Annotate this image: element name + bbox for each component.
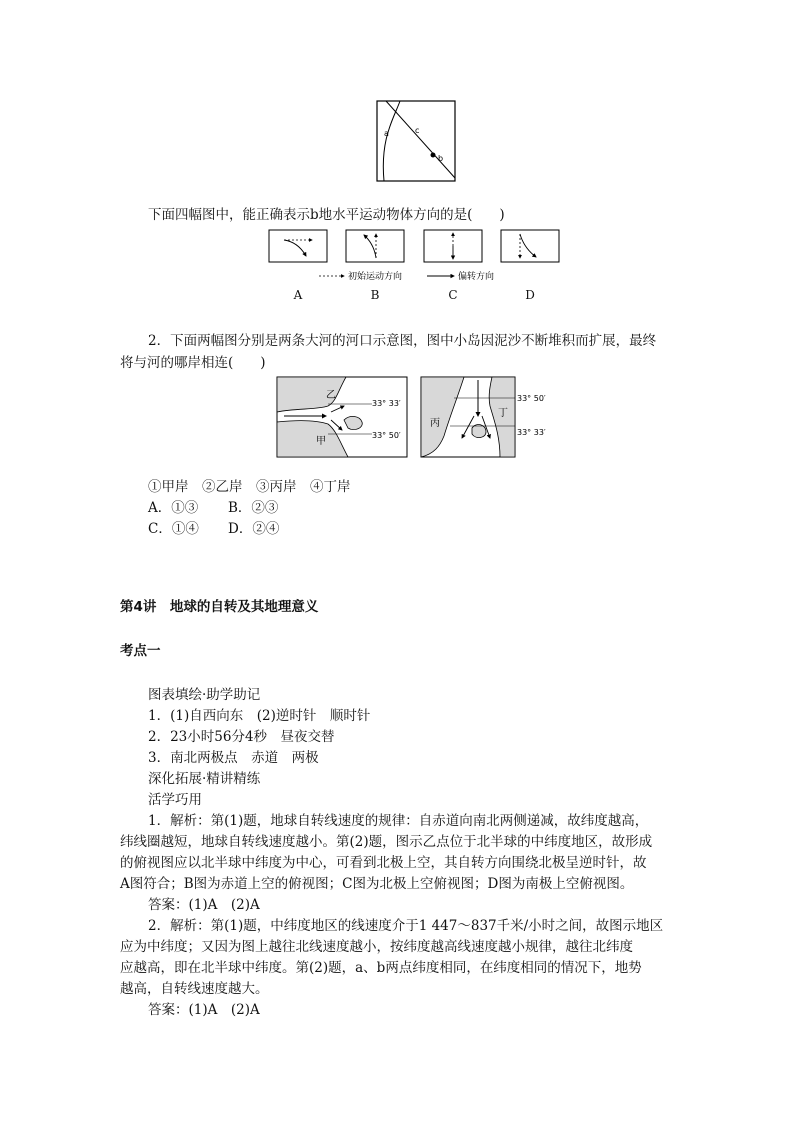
lat-right-top: 33° 50′ — [517, 394, 546, 403]
analysis2-line4: 越高，自转线速度越大。 — [120, 981, 269, 997]
label-b: b — [438, 154, 444, 163]
legend-deflect: 偏转方向 — [458, 272, 495, 282]
bank-bing: 丙 — [430, 418, 440, 429]
option-label-b: B — [370, 288, 380, 302]
body-line-4: 3．南北两极点 赤道 两极 — [148, 750, 319, 766]
section-title: 第4讲 地球的自转及其地理意义 — [120, 599, 319, 615]
bank-yi: 乙 — [326, 390, 336, 401]
option-label-a: A — [293, 288, 303, 302]
kaodian-heading: 考点一 — [120, 643, 161, 659]
lat-left-top: 33° 33′ — [372, 399, 401, 408]
figure-square-diagram — [370, 98, 460, 184]
question-2-line1: 2．下面两幅图分别是两条大河的河口示意图，图中小岛因泥沙不断堆积而扩展，最终 — [148, 333, 657, 349]
analysis1-line2: 纬线圈越短，地球自转线速度越小。第(2)题，图示乙点位于北半球的中纬度地区，故形成 — [120, 834, 653, 850]
answer1: 答案：(1)A (2)A — [148, 897, 260, 913]
analysis1-line4: A图符合；B图为赤道上空的俯视图；C图为北极上空俯视图；D图为南极上空俯视图。 — [120, 876, 634, 892]
analysis2-line3: 应越高，即在北半球中纬度。第(2)题，a、b两点纬度相同，在纬度相同的情况下，地势 — [120, 960, 642, 976]
choice-a: A．①③ — [148, 500, 199, 516]
body-line-2: 1．(1)自西向东 (2)逆时针 顺时针 — [148, 708, 371, 724]
analysis1-line1: 1．解析：第(1)题，地球自转线速度的规律：自赤道向南北两侧递减，故纬度越高， — [148, 813, 649, 829]
analysis2-line1: 2．解析：第(1)题，中纬度地区的线速度介于1 447～837千米/小时之间，故图示地区 — [148, 918, 664, 934]
body-line-5: 深化拓展·精讲精练 — [148, 771, 261, 787]
analysis2-line2: 应为中纬度；又因为图上越往北线速度越小，按纬度越高线速度越小规律，越往北纬度 — [120, 939, 633, 955]
body-line-3: 2．23小时56分4秒 昼夜交替 — [148, 729, 335, 745]
choice-c: C．①④ — [148, 521, 199, 537]
body-line-1: 图表填绘·助学助记 — [148, 687, 261, 703]
question-2-line2: 将与河的哪岸相连( ) — [120, 355, 266, 371]
body-line-6: 活学巧用 — [148, 792, 202, 808]
lat-right-bottom: 33° 33′ — [517, 428, 546, 437]
choices-line: ①甲岸 ②乙岸 ③丙岸 ④丁岸 — [148, 479, 351, 495]
option-label-c: C — [448, 288, 458, 302]
analysis1-line3: 的俯视图应以北半球中纬度为中心，可看到北极上空，其自转方向围绕北极呈逆时针，故 — [120, 855, 647, 871]
bank-ding: 丁 — [498, 408, 508, 419]
lat-left-bottom: 33° 50′ — [372, 431, 401, 440]
choice-b: B．②③ — [228, 500, 279, 516]
question-direction: 下面四幅图中，能正确表示b地水平运动物体方向的是( ) — [148, 207, 505, 223]
choice-d: D．②④ — [228, 521, 280, 537]
option-label-d: D — [525, 288, 535, 302]
options-figure — [264, 226, 564, 286]
answer2: 答案：(1)A (2)A — [148, 1002, 260, 1018]
label-a: a — [384, 129, 389, 138]
river-map-right — [420, 376, 550, 458]
river-map-left — [276, 376, 408, 458]
bank-jia: 甲 — [316, 436, 326, 447]
label-c: c — [415, 126, 420, 135]
legend-initial: 初始运动方向 — [348, 272, 403, 282]
